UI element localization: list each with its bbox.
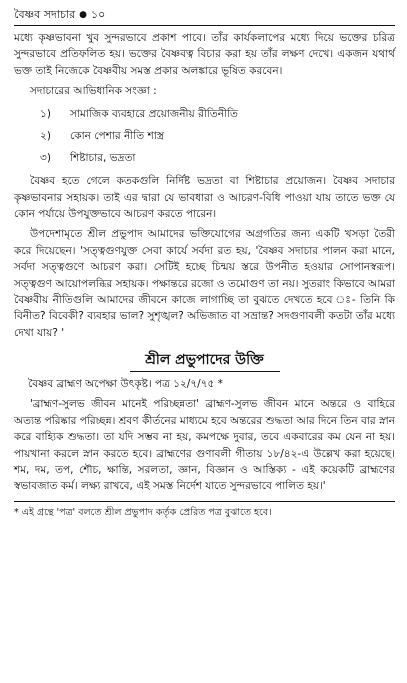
list-item-number: ২) <box>40 130 51 143</box>
list-item <box>40 103 395 125</box>
header-rule <box>14 25 395 26</box>
footnote: * এই গ্রন্থে 'পত্র' বলতে শ্রীল প্রভুপাদ কর্তৃক প্রেরিত পত্র বুঝাতে হবে। <box>14 506 272 518</box>
section-title-underline <box>130 371 280 372</box>
list-item <box>40 147 395 169</box>
paragraph-1: মধ্যে কৃষ্ণভাবনা খুব সুন্দরভাবে প্রকাশ পাবে। তাঁর কার্যকলাপের মধ্যে দিয়ে ভক্তের চরিত্র সুন্দরভাবে প্রতিফলিত হয়। ভক্তের বৈষ্ণবত্ব বিচার করা হয় তাঁর লক্ষণ দেখে। একজন যথার্থ ভক্ত তাই নিজেকে বৈষ্ণবীয় সমস্ত প্রকার অলঙ্কারে ভূষিত করবেন। <box>14 32 395 77</box>
paragraph-4: 'ব্রাহ্মণ-সুলভ জীবন মানেই পরিচ্ছন্নতা' ব্রাহ্মণ-সুলভ জীবন মানে অন্তরে ও বাহিরে অত্যন্ত পরিষ্কার পরিচ্ছন্ন। শ্রবণ কীর্তনের মাধ্যমে হবে অন্তরের শুদ্ধতা আর দিনে তিন বার স্নান করে বাহ্যিক শুদ্ধতা। তা যদি সম্ভব না হয়, কমপক্ষে দুবার, তবে একবারের কম যেন না হয়। পায়খানা করলে স্নান করতে হবে। ব্রাহ্মণের গুণাবলী গীতায় ১৮/৪২-এ উল্লেখ করা হয়েছে। শম, দম, তপ, শৌচ, ক্ষান্তি, সরলতা, জ্ঞান, বিজ্ঞান ও আস্তিক্য - এই কয়েকটি ব্রাহ্মণের স্বভাবজাত কর্ম। লক্ষ্য রাখবে, এই সমস্ত নির্দেশ যাতে সুন্দরভাবে পালিত হয়।' <box>14 398 395 493</box>
bullet-separator-icon: ● <box>79 10 88 20</box>
definition-list <box>40 103 395 169</box>
page-number: ১০ <box>91 8 106 21</box>
list-item-text: শিষ্টাচার, ভদ্রতা <box>70 152 136 165</box>
paragraph-3: উপদেশামৃতে শ্রীল প্রভুপাদ আমাদের ভক্তিযোগের অগ্রগতির জন্য একটি খসড়া তৈরী করে দিয়েছেন। 'সত্ত্বগুণযুক্ত সেবা কার্যে সর্বদা রত হয়, 'বৈষ্ণব সদাচার পালন করা মানে, সর্বদা সত্ত্বগুণে আচরণ করা। সেটিই হচ্ছে চিন্ময় স্তরে উপনীত হওয়ার সোপানস্বরূপ। সত্ত্বগুণ আয়োপলব্ধির সহায়ক। পক্ষান্তরে রজো ও তমোগুণ তা নয়। সুতরাং কিভাবে আমরা বৈষ্ণবীয় নীতিগুলি আমাদের জীবনে কাজে লাগাচ্ছি তা বুঝতে দেখতে হবে ঃ- তিনি কি বিনীত? বিবেকী? ব্যবহার ভাল? সুশৃঙ্খল? অভিজাত বা সভ্রান্ত? সদগুণাবলী কতটা তাঁর মধ্যে দেখা যায়? ' <box>14 228 395 339</box>
list-item-text: কোন পেশার নীতি শাস্ত্র <box>70 130 164 143</box>
letter-reference: বৈষ্ণব ব্রাহ্মণ অপেক্ষা উৎকৃষ্ট। পত্র ১২/৭/৭৫ * <box>28 378 223 391</box>
paragraph-2: বৈষ্ণব হতে গেলে কতকগুলি নির্দিষ্ট ভদ্রতা বা শিষ্টাচার প্রয়োজন। বৈষ্ণব সদাচার কৃষ্ণভাবনার সহায়ক। তাই এর দ্বারা যে ভাবধারা ও আচরণ-বিধি পাওয়া যায় তাতে ভক্ত যে কোন পর্যায়ে উপযুক্তভাবে আচরণ করতে পারেন। <box>14 175 395 221</box>
footnote-rule <box>14 501 395 502</box>
list-item-number: ১) <box>40 108 51 121</box>
list-item <box>40 125 395 147</box>
running-header <box>14 8 395 22</box>
definition-heading: সদাচারের আভিধানিক সংজ্ঞা : <box>30 85 157 98</box>
list-item-text: সামাজিক ব্যবহারে প্রয়োজনীয় রীতিনীতি <box>70 108 238 121</box>
list-item-number: ৩) <box>40 152 51 165</box>
running-title: বৈষ্ণব সদাচার <box>14 8 76 21</box>
section-title: শ্রীল প্রভুপাদের উক্তি <box>145 352 264 369</box>
